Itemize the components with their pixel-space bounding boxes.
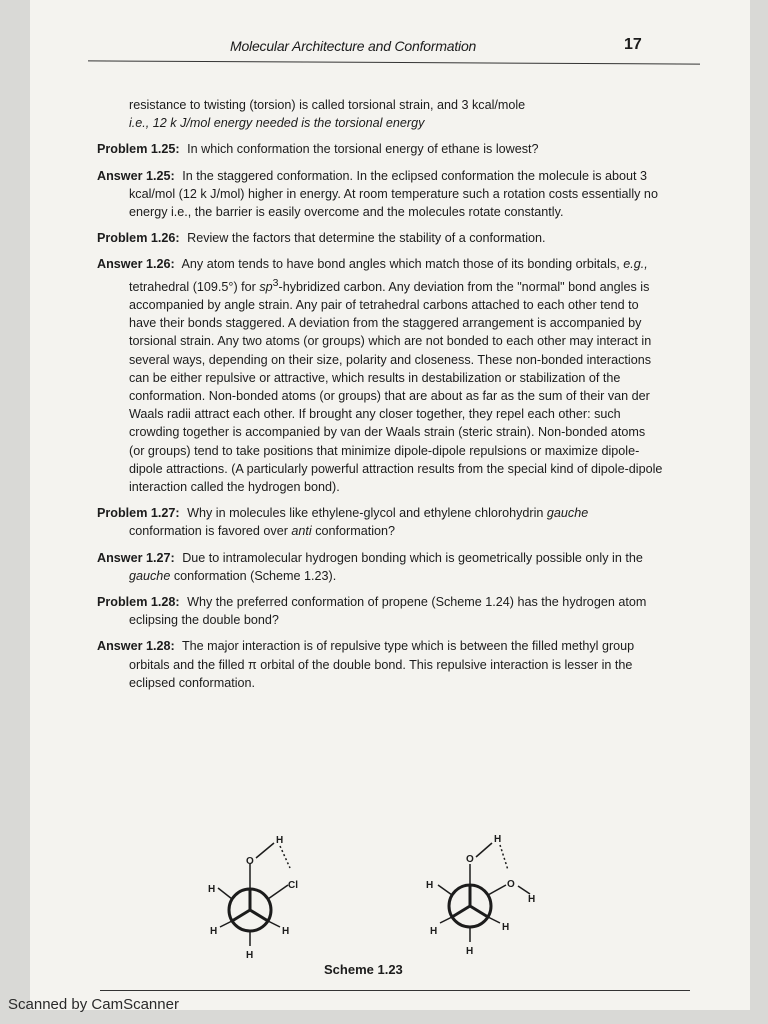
answer-gauche: gauche: [129, 568, 171, 583]
footer-rule: [100, 990, 690, 991]
page-body: [97, 96, 663, 700]
newman-left: [208, 835, 298, 961]
atom-cl: Cl: [288, 880, 298, 891]
answer-text-b: tetrahedral (109.5°) for: [129, 279, 256, 294]
answer-text-b: conformation (Scheme 1.23).: [173, 568, 337, 583]
atom-h-left: H: [426, 880, 434, 891]
hydrogen-bond-dotted: [280, 846, 290, 868]
rear-bond: [218, 888, 232, 899]
answer-label: Answer 1.25:: [97, 168, 175, 183]
atom-h-lower-right: H: [282, 926, 290, 937]
atom-h-bottom: H: [246, 950, 254, 961]
problem-label: Problem 1.27:: [97, 506, 180, 521]
front-bond-ext: [268, 921, 280, 927]
front-bond: [232, 910, 250, 921]
rear-bond: [438, 885, 452, 895]
answer-superscript: 3: [272, 276, 279, 289]
atom-o-right: O: [507, 879, 515, 890]
problem-1-25: [97, 140, 663, 158]
problem-gauche: gauche: [546, 506, 589, 521]
running-title: Molecular Architecture and Conformation: [230, 38, 477, 54]
atom-h-lower-left: H: [210, 926, 218, 937]
bond-to-oxygen: [488, 885, 506, 895]
bond-o-h: [476, 843, 492, 857]
answer-label: Answer 1.28:: [97, 639, 175, 654]
answer-1-28: [97, 637, 663, 692]
answer-text-c: -hybridized carbon. Any deviation from the "normal" bond angles is accompanied by angle strain. Any pair of tetrahedral carbons attached to each other tend to have their bonds staggered. A deviation from the staggered arrangement is accompanied by torsional strain. Any two atoms (or groups) which are not bonded to each other may interact in several ways, depending on their size, polarity and closeness. These non-bonded interactions can be either repulsive or attractive, which results in destabilization or stabilization of the conformation. Non-bonded atoms (or groups) that are about as far as the sum of their van der Waals radii attract each other. If brought any closer together, they repel each other: such crowding together is accompanied by van der Waals strain (steric strain). Non-bonded atoms (or groups) tend to take positions that minimize dipole-dipole repulsions or maximize dipole-dipole attractions. (A particularly powerful attraction results from the special kind of dipole-dipole interaction called the hydrogen bond).: [129, 279, 663, 495]
answer-1-27: [97, 549, 663, 585]
front-bond-ext: [488, 917, 500, 923]
bond-o-h: [518, 886, 530, 894]
atom-h-bottom: H: [466, 946, 474, 957]
answer-text: In the staggered conformation. In the eclipsed conformation the molecule is about 3 kcal/mol (12 k J/mol) higher in energy. At room temperature such a rotation costs essentially no energy i.e., the barrier is easily overcome and the molecules rotate constantly.: [129, 168, 658, 220]
answer-1-26: [97, 255, 663, 496]
atom-h-top: H: [276, 835, 284, 846]
scheme-1-23-figure: [190, 830, 640, 990]
atom-o: O: [246, 856, 254, 867]
scanned-page: [30, 0, 750, 1010]
scanner-watermark: Scanned by CamScanner: [8, 996, 179, 1013]
answer-eg: e.g.,: [623, 257, 648, 272]
problem-text-a: Why in molecules like ethylene-glycol and ethylene chlorohydrin: [187, 506, 544, 521]
answer-text-a: Due to intramolecular hydrogen bonding which is geometrically possible only in the: [182, 550, 643, 565]
problem-text: Why the preferred conformation of propene (Scheme 1.24) has the hydrogen atom eclipsing the double bond?: [129, 595, 647, 628]
front-bond-ext: [220, 921, 232, 927]
page-header: [30, 34, 750, 64]
problem-1-27: [97, 504, 663, 540]
atom-h-lower-right: H: [502, 922, 510, 933]
problem-label: Problem 1.25:: [97, 142, 180, 157]
answer-1-25: [97, 167, 663, 222]
atom-h-top: H: [494, 834, 502, 845]
bond-o-h: [256, 843, 274, 858]
problem-text: Review the factors that determine the stability of a conformation.: [187, 231, 546, 246]
problem-1-26: [97, 229, 663, 247]
answer-label: Answer 1.26:: [97, 257, 175, 272]
answer-label: Answer 1.27:: [97, 550, 175, 565]
front-bond: [452, 906, 470, 917]
atom-h-left: H: [208, 884, 216, 895]
problem-1-28: [97, 593, 663, 629]
atom-h-oh: H: [528, 894, 536, 905]
intro-line-2: i.e., 12 k J/mol energy needed is the torsional energy: [129, 116, 425, 131]
problem-label: Problem 1.26:: [97, 231, 180, 246]
newman-right: [426, 834, 535, 957]
intro-line-1: resistance to twisting (torsion) is called torsional strain, and 3 kcal/mole: [129, 98, 526, 112]
atom-o-left: O: [466, 854, 474, 865]
front-bond: [470, 906, 488, 917]
bond-to-chlorine: [268, 885, 288, 899]
front-bond: [250, 910, 268, 921]
newman-projections: [190, 830, 640, 990]
hydrogen-bond-dotted: [500, 845, 508, 870]
problem-anti: anti: [291, 524, 312, 539]
problem-text: In which conformation the torsional energy of ethane is lowest?: [187, 142, 539, 157]
front-bond-ext: [440, 917, 452, 923]
problem-text-b: conformation is favored over: [129, 524, 288, 539]
scheme-caption: Scheme 1.23: [324, 962, 403, 977]
atom-h-lower-left: H: [430, 926, 438, 937]
answer-sp: sp: [259, 279, 273, 294]
answer-text: The major interaction is of repulsive type which is between the filled methyl group orbitals and the filled π orbital of the double bond. This repulsive interaction is lesser in the eclipsed conformation.: [129, 639, 635, 690]
problem-text-c: conformation?: [315, 524, 396, 539]
page-number: 17: [624, 36, 642, 53]
intro-paragraph: [97, 96, 663, 132]
problem-label: Problem 1.28:: [97, 595, 180, 610]
answer-text-a: Any atom tends to have bond angles which match those of its bonding orbitals,: [181, 257, 620, 272]
